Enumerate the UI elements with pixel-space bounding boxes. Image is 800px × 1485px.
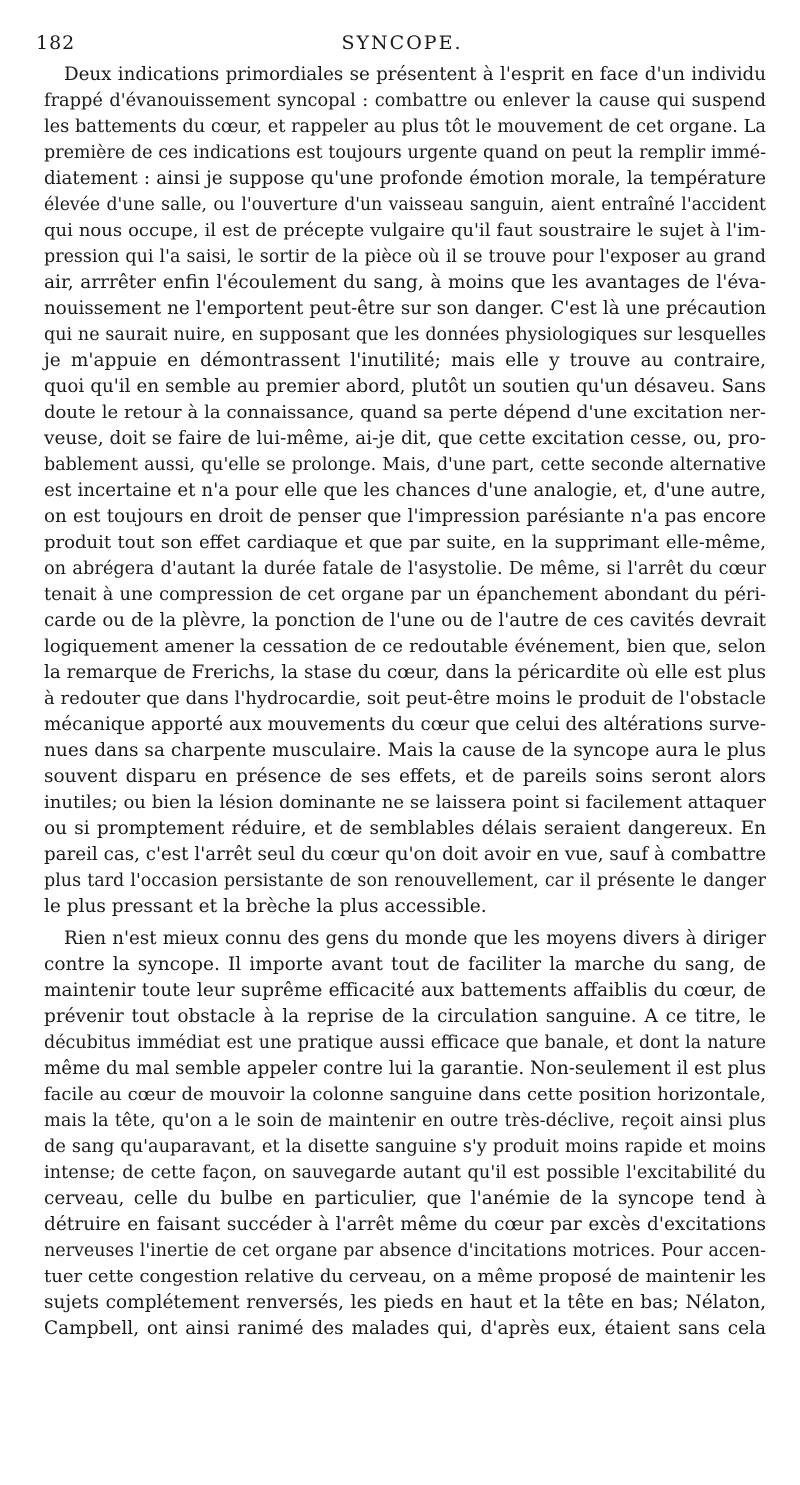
text-line: est incertaine et n'a pour elle que les chances d'une analogie, et, d'une autre,: [44, 480, 766, 501]
text-line: pareil cas, c'est l'arrêt seul du cœur qu'on doit avoir en vue, sauf à combattre: [44, 844, 766, 865]
text-line: de sang qu'auparavant, et la disette sanguine s'y produit moins rapide et moins: [44, 1137, 766, 1157]
text-line: je m'appuie en démontrassent l'inutilité; mais elle y trouve au contraire,: [44, 350, 766, 371]
text-line: prévenir tout obstacle à la reprise de la circulation sanguine. A ce titre, le: [44, 1006, 766, 1027]
text-line: contre la syncope. Il importe avant tout de faciliter la marche du sang, de: [44, 954, 766, 975]
text-line: la remarque de Frerichs, la stase du cœur, dans la péricardite où elle est plus: [44, 662, 766, 683]
text-line: facile au cœur de mouvoir la colonne sanguine dans cette position horizontale,: [44, 1084, 766, 1105]
text-line: Rien n'est mieux connu des gens du monde que les moyens divers à diriger: [64, 928, 766, 949]
text-line: sujets complétement renversés, les pieds en haut et la tête en bas; Nélaton,: [44, 1292, 766, 1313]
page-number: 182: [36, 32, 76, 54]
text-line: élevée d'une salle, ou l'ouverture d'un vaisseau sanguin, aient entraîné l'accident: [44, 195, 766, 215]
text-line: doute le retour à la connaissance, quand sa perte dépend d'une excitation ner-: [44, 402, 766, 423]
text-line: Campbell, ont ainsi ranimé des malades qui, d'après eux, étaient sans cela: [44, 1318, 766, 1339]
text-line: on est toujours en droit de penser que l'impression parésiante n'a pas encore: [44, 506, 766, 527]
running-title: SYNCOPE.: [341, 32, 463, 54]
text-line: le plus pressant et la brèche la plus accessible.: [44, 896, 487, 917]
text-line: cerveau, celle du bulbe en particulier, que l'anémie de la syncope tend à: [44, 1188, 766, 1209]
text-line: détruire en faisant succéder à l'arrêt même du cœur par excès d'excitations: [44, 1214, 766, 1235]
text-line: plus tard l'occasion persistante de son renouvellement, car il présente le danger: [44, 871, 766, 891]
text-line: mécanique apporté aux mouvements du cœur que celui des altérations surve-: [44, 714, 766, 735]
text-line: nues dans sa charpente musculaire. Mais la cause de la syncope aura le plus: [44, 740, 766, 761]
text-line: qui nous occupe, il est de précepte vulgaire qu'il faut soustraire le sujet à l'im-: [44, 220, 766, 241]
text-line: même du mal semble appeler contre lui la garantie. Non-seulement il est plus: [44, 1058, 766, 1079]
text-line: nerveuses l'inertie de cet organe par absence d'incitations motrices. Pour accen-: [44, 1241, 766, 1261]
text-line: qui ne saurait nuire, en supposant que les données physiologiques sur lesquelles: [44, 325, 766, 345]
text-line: à redouter que dans l'hydrocardie, soit peut-être moins le produit de l'obstacle: [44, 688, 766, 709]
text-line: décubitus immédiat est une pratique aussi efficace que banale, et dont la nature: [44, 1033, 766, 1053]
text-line: [44, 1342, 766, 1368]
text-line: veuse, doit se faire de lui-même, ai-je dit, que cette excitation cesse, ou, pro-: [44, 428, 766, 449]
text-line: air, arrrêter enfin l'écoulement du sang, à moins que les avantages de l'éva-: [44, 272, 766, 293]
text-line: tenait à une compression de cet organe par un épanchement abondant du péri-: [44, 585, 766, 605]
text-line: frappé d'évanouissement syncopal : combattre ou enlever la cause qui suspend: [44, 91, 766, 111]
text-line: mais la tête, qu'on a le soin de maintenir en outre très-déclive, reçoit ainsi plus: [44, 1111, 766, 1131]
text-line: Deux indications primordiales se présentent à l'esprit en face d'un individu: [64, 64, 766, 85]
page-header: [36, 32, 768, 56]
text-line: quoi qu'il en semble au premier abord, plutôt un soutien qu'un désaveu. Sans: [44, 376, 766, 397]
text-line: maintenir toute leur suprême efficacité aux battements affaiblis du cœur, de: [44, 980, 766, 1001]
text-line: souvent disparu en présence de ses effets, et de pareils soins seront alors: [44, 766, 766, 787]
text-line: on abrégera d'autant la durée fatale de l'asystolie. De même, si l'arrêt du cœur: [44, 559, 766, 579]
text-line: ou si promptement réduire, et de semblables délais seraient dangereux. En: [44, 818, 766, 839]
text-line: inutiles; ou bien la lésion dominante ne se laissera point si facilement attaquer: [44, 792, 766, 813]
text-line: produit tout son effet cardiaque et que par suite, en la supprimant elle-même,: [44, 532, 766, 553]
text-line: tuer cette congestion relative du cerveau, on a même proposé de maintenir les: [44, 1266, 766, 1287]
text-line: intense; de cette façon, on sauvegarde autant qu'il est possible l'excitabilité du: [44, 1163, 766, 1183]
text-line: première de ces indications est toujours urgente quand on peut la remplir immé-: [44, 143, 766, 163]
text-line: les battements du cœur, et rappeler au plus tôt le mouvement de cet organe. La: [44, 117, 766, 137]
text-line: logiquement amener la cessation de ce redoutable événement, bien que, selon: [44, 636, 766, 657]
text-line: bablement aussi, qu'elle se prolonge. Mais, d'une part, cette seconde alternative: [44, 455, 766, 475]
text-line: carde ou de la plèvre, la ponction de l'une ou de l'autre de ces cavités devrait: [44, 610, 766, 631]
text-line: diatement : ainsi je suppose qu'une profonde émotion morale, la température: [44, 168, 766, 189]
text-line: nouissement ne l'emportent peut-être sur son danger. C'est là une précaution: [44, 298, 766, 319]
text-line: pression qui l'a saisi, le sortir de la pièce où il se trouve pour l'exposer au grand: [44, 247, 766, 267]
